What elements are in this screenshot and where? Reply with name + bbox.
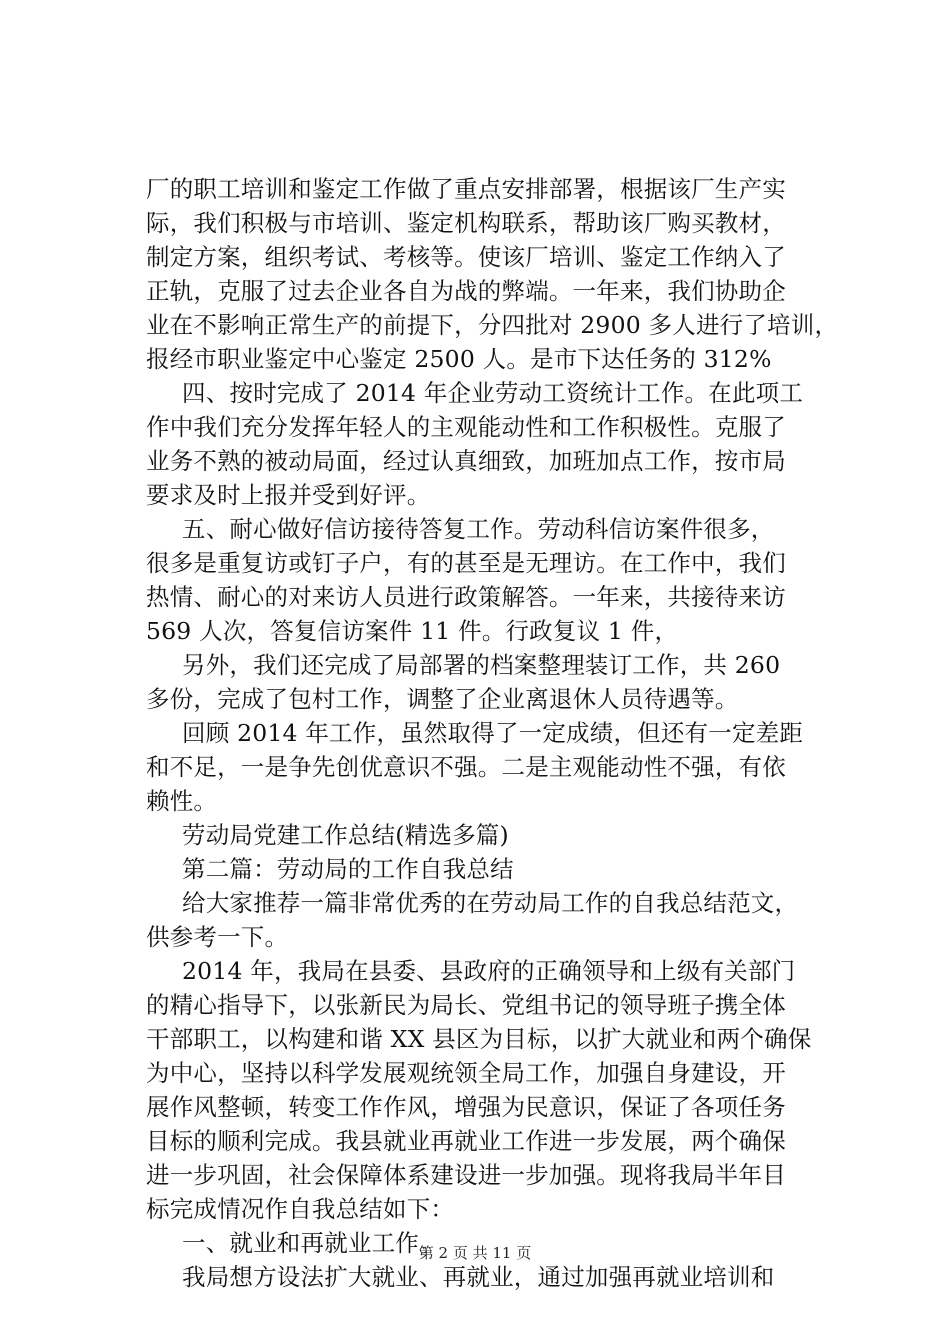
body-line: 569 人次，答复信访案件 11 件。行政复议 1 件， <box>146 617 679 645</box>
body-line: 为中心，坚持以科学发展观统领全局工作，加强自身建设，开 <box>146 1059 786 1087</box>
body-line: 报经市职业鉴定中心鉴定 2500 人。是市下达任务的 312% <box>146 345 772 373</box>
body-line: 际，我们积极与市培训、鉴定机构联系，帮助该厂购买教材， <box>146 209 786 237</box>
body-line: 热情、耐心的对来访人员进行政策解答。一年来，共接待来访 <box>146 583 786 611</box>
body-line: 进一步巩固，社会保障体系建设进一步加强。现将我局半年目 <box>146 1161 786 1189</box>
body-line: 我局想方设法扩大就业、再就业，通过加强再就业培训和 <box>182 1263 775 1291</box>
section-heading: 第二篇：劳动局的工作自我总结 <box>182 855 514 883</box>
body-line: 业在不影响正常生产的前提下，分四批对 2900 多人进行了培训， <box>146 311 839 339</box>
body-line: 展作风整顿，转变工作作风，增强为民意识，保证了各项任务 <box>146 1093 786 1121</box>
body-line: 和不足，一是争先创优意识不强。二是主观能动性不强，有依 <box>146 753 786 781</box>
body-line: 制定方案，组织考试、考核等。使该厂培训、鉴定工作纳入了 <box>146 243 786 271</box>
section-heading: 劳动局党建工作总结(精选多篇) <box>182 821 509 849</box>
body-line: 赖性。 <box>146 787 218 815</box>
body-line: 厂的职工培训和鉴定工作做了重点安排部署，根据该厂生产实 <box>146 175 786 203</box>
body-line: 供参考一下。 <box>146 923 289 951</box>
body-line: 要求及时上报并受到好评。 <box>146 481 431 509</box>
body-line: 五、耐心做好信访接待答复工作。劳动科信访案件很多， <box>182 515 775 543</box>
body-line: 业务不熟的被动局面，经过认真细致，加班加点工作，按市局 <box>146 447 786 475</box>
body-line: 作中我们充分发挥年轻人的主观能动性和工作积极性。克服了 <box>146 413 786 441</box>
body-line: 目标的顺利完成。我县就业再就业工作进一步发展，两个确保 <box>146 1127 786 1155</box>
body-line: 干部职工，以构建和谐 XX 县区为目标，以扩大就业和两个确保 <box>146 1025 812 1053</box>
body-line: 四、按时完成了 2014 年企业劳动工资统计工作。在此项工 <box>182 379 804 407</box>
body-line: 标完成情况作自我总结如下： <box>146 1195 455 1223</box>
body-line: 2014 年，我局在县委、县政府的正确领导和上级有关部门 <box>182 957 796 985</box>
body-line: 多份，完成了包村工作，调整了企业离退休人员待遇等。 <box>146 685 739 713</box>
page-number-footer: 第 2 页 共 11 页 <box>418 1244 532 1262</box>
body-line: 给大家推荐一篇非常优秀的在劳动局工作的自我总结范文， <box>182 889 799 917</box>
body-line: 回顾 2014 年工作，虽然取得了一定成绩，但还有一定差距 <box>182 719 804 747</box>
body-line: 的精心指导下，以张新民为局长、党组书记的领导班子携全体 <box>146 991 786 1019</box>
body-line: 很多是重复访或钉子户，有的甚至是无理访。在工作中，我们 <box>146 549 786 577</box>
body-line: 另外，我们还完成了局部署的档案整理装订工作，共 260 <box>182 651 781 679</box>
body-line: 正轨，克服了过去企业各自为战的弊端。一年来，我们协助企 <box>146 277 786 305</box>
section-heading: 一、就业和再就业工作。 <box>182 1229 443 1257</box>
